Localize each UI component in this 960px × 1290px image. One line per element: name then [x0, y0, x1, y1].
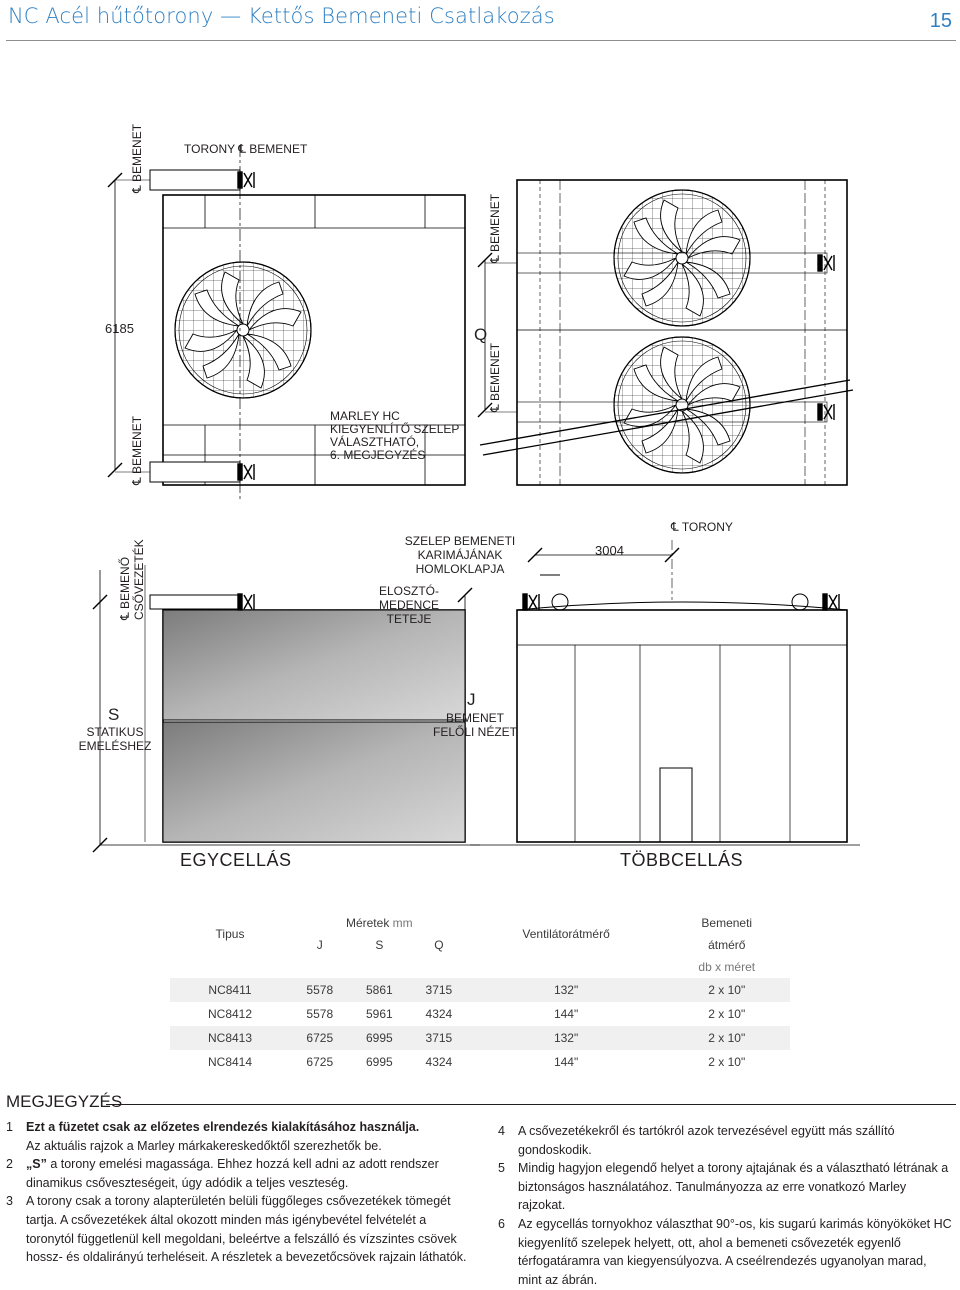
notes-title: MEGJEGYZÉS — [6, 1092, 123, 1111]
note-3: 3 A torony csak a torony alapterületén belüli függőleges csővezetékek tömegét tartja. A csővezetékek által okozott minden más igénybevétel felvételét a toronytól függetlenül kell megoldani, beleértve a felszálló és vízszintes csövek hossz- és oldalirányú terheléseit. A részletek a bevezetőcsövek rajzain láthatók. — [6, 1194, 467, 1265]
text-line: SZELEP BEMENETI — [404, 534, 516, 548]
text-line: MARLEY HC — [330, 409, 400, 423]
dimensions-table — [170, 912, 790, 1074]
label-tower-inlet: TORONY ℄ BEMENET — [184, 142, 308, 156]
text-line: FELŐLI NÉZET — [432, 725, 518, 739]
col-s-header: S — [375, 938, 384, 952]
table-cell: 2 x 10" — [664, 978, 790, 1002]
table-cell: 5961 — [365, 1007, 393, 1021]
table-row — [170, 978, 790, 1002]
table-cell — [170, 956, 664, 978]
label-inlet-top: ℄ BEMENET — [130, 123, 144, 193]
text-line: KARIMÁJÁNAK — [417, 548, 503, 562]
text-line: BEMENET — [445, 711, 504, 725]
col-q-header: Q — [434, 938, 444, 952]
table-cell: 144" — [553, 1007, 579, 1021]
label-tower-cl: ℄ TORONY — [671, 520, 733, 534]
note-4: 4 A csővezetékekről és tartókról azok tervezésével együtt más szállító gondoskodik. — [498, 1124, 895, 1157]
table-cell: 144" — [553, 1055, 579, 1069]
col-dims-header: Méretek mm — [345, 916, 413, 930]
table-cell: 2 x 10" — [708, 1055, 746, 1069]
col-inlet-header-1: Bemeneti — [701, 916, 753, 930]
table-cell: 6995 — [350, 1026, 410, 1050]
page-title: NC Acél hűtőtorony — Kettős Bemeneti Csatlakozás — [8, 4, 555, 28]
table-cell: 5861 — [350, 978, 410, 1002]
table-cell: 6725 — [306, 1055, 334, 1069]
header-rule — [6, 40, 956, 41]
note-6: 6 Az egycellás tornyokhoz választhat 90°-os, kis sugarú karimás könyököket HC kiegyenlítő szelepek helyett, ott, ahol a bemeneti csővezeték egyenlő térfogatáramra van kiegyensúlyozva. A cseélrendezés ugyanolyan marad, mint az ábrán. — [498, 1216, 952, 1287]
label-inlet-side-view — [420, 711, 530, 739]
label-inlet-right-top: ℄ BEMENET — [488, 193, 502, 263]
label-multi-cell: TÖBBCELLÁS — [620, 850, 744, 870]
table-cell: 2 x 10" — [664, 1026, 790, 1050]
table-header-row-3 — [170, 956, 790, 978]
table-cell: 132" — [469, 1026, 664, 1050]
text-line: ℄ BEMENŐ — [118, 556, 132, 620]
col-j-header: J — [316, 938, 323, 952]
table-row — [170, 1050, 790, 1074]
table-cell: 5578 — [290, 978, 350, 1002]
table-cell: NC8413 — [170, 1026, 290, 1050]
table-cell: NC8412 — [207, 1007, 253, 1021]
text-line: KIEGYENLÍTŐ SZELEP — [330, 422, 460, 436]
label-dim-q: Q — [474, 325, 488, 344]
label-inlet-right-mid: ℄ BEMENET — [488, 342, 502, 412]
text-line: VÁLASZTHATÓ, — [330, 435, 420, 449]
text-line: CSŐVEZETÉK — [132, 539, 146, 620]
table-cell: 3715 — [409, 1026, 469, 1050]
notes-right-column — [498, 1122, 952, 1289]
col-inlet-header-2: átmérő — [708, 938, 746, 952]
notes-left-column — [6, 1118, 468, 1267]
note-2: 2 „S” a torony emelési magassága. Ehhez hozzá kell adni az adott rendszer dinamikus csőveszteségeit, úgy adódik a teljes veszteség. — [6, 1157, 439, 1190]
text-line: EMELÉSHEZ — [78, 739, 152, 753]
table-cell: 5578 — [306, 1007, 334, 1021]
text-line: 6. MEGJEGYZÉS — [330, 448, 426, 462]
label-dim-s: S — [108, 705, 120, 724]
label-supply-pipe — [118, 539, 146, 620]
note-5: 5 Mindig hagyjon elegendő helyet a torony ajtajának és a választható létrának a biztonságos használatához. Tanulmányozza az erre vonatkozó Marley rajzokat. — [498, 1161, 949, 1213]
table-cell: 6725 — [290, 1026, 350, 1050]
table-cell: 132" — [469, 978, 664, 1002]
table-row — [170, 1026, 790, 1050]
text-line: HOMLOKLAPJA — [415, 562, 505, 576]
table-cell: NC8414 — [207, 1055, 253, 1069]
table-cell: 4324 — [425, 1007, 453, 1021]
text-line: MEDENCE — [378, 598, 439, 612]
note-1: 1 Ezt a füzetet csak az előzetes elrendezés kialakításához használja. Az aktuális rajzok a Marley márkakereskedőktől szerezhetők be. — [6, 1120, 420, 1153]
label-basin-top — [378, 584, 440, 626]
label-dim-j: J — [467, 690, 476, 709]
multi-cell-elevation — [458, 540, 860, 845]
label-marley-valve — [330, 410, 459, 462]
page-number: 15 — [929, 10, 952, 32]
text-line: STATIKUS — [86, 725, 144, 739]
technical-drawing — [0, 60, 960, 900]
col-type-header: Tipus — [215, 927, 245, 941]
text-line: ELOSZTÓ- — [378, 584, 439, 598]
notes-rule — [106, 1104, 956, 1105]
table-row — [170, 1002, 790, 1026]
table-header-row-1 — [170, 912, 790, 934]
label-single-cell: EGYCELLÁS — [180, 850, 292, 870]
label-inlet-mid: ℄ BEMENET — [130, 415, 144, 485]
label-valve-face — [400, 534, 520, 576]
col-inlet-header-3: db x méret — [698, 960, 756, 974]
label-dim-6185: 6185 — [105, 321, 134, 336]
text-line: TETEJE — [386, 612, 432, 626]
label-static-lift — [70, 725, 160, 753]
col-fan-header: Ventilátorátmérő — [522, 927, 610, 941]
label-dim-3004: 3004 — [595, 543, 624, 558]
table-cell: 4324 — [425, 1055, 453, 1069]
table-cell: 3715 — [409, 978, 469, 1002]
multi-cell-plan — [478, 180, 853, 485]
table-cell: 6995 — [365, 1055, 393, 1069]
table-cell: NC8411 — [170, 978, 290, 1002]
table-cell: 2 x 10" — [708, 1007, 746, 1021]
